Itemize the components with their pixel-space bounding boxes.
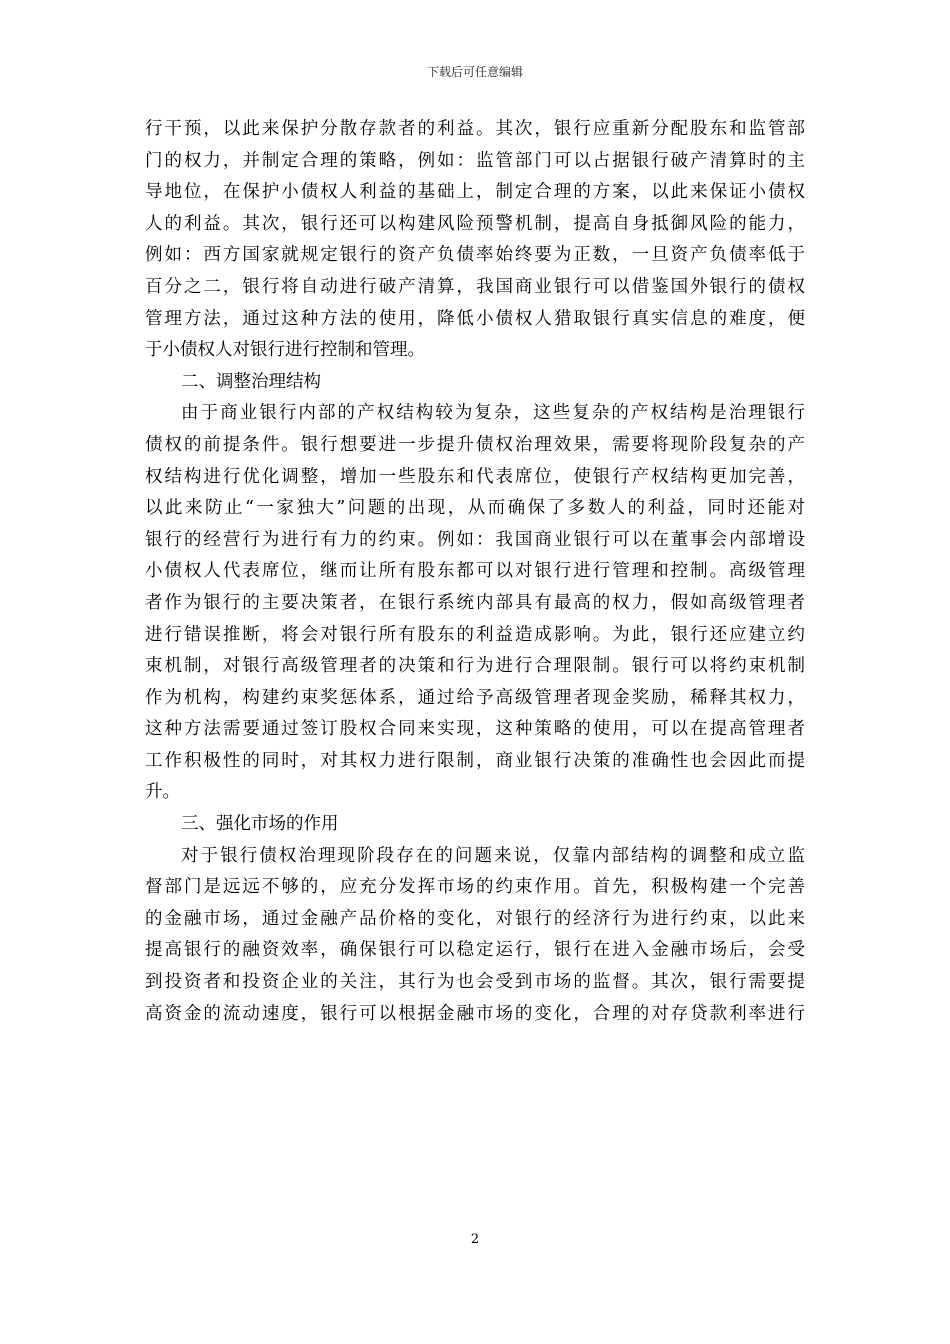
page-header: 下载后可任意编辑 xyxy=(426,65,523,79)
text-line: 例如：西方国家就规定银行的资产负债率始终要为正数，一旦资产负债率低于 xyxy=(145,245,805,266)
text-line: 小债权人代表席位，继而让所有股东都可以对银行进行管理和控制。高级管理 xyxy=(145,561,805,582)
text-line: 百分之二，银行将自动进行破产清算，我国商业银行可以借鉴国外银行的债权 xyxy=(145,276,805,297)
text-line: 由于商业银行内部的产权结构较为复杂，这些复杂的产权结构是治理银行 xyxy=(181,403,805,424)
paragraph xyxy=(145,398,805,809)
text-line: 以此来防止“一家独大”问题的出现，从而确保了多数人的利益，同时还能对 xyxy=(145,498,805,519)
section-heading: 三、强化市场的作用 xyxy=(181,814,339,835)
text-line: 的金融市场，通过金融产品价格的变化，对银行的经济行为进行约束，以此来 xyxy=(145,908,805,929)
paragraph xyxy=(145,841,805,1031)
text-line: 人的利益。其次，银行还可以构建风险预警机制，提高自身抵御风险的能力， xyxy=(145,213,805,234)
text-line: 这种方法需要通过签订股权合同来实现，这种策略的使用，可以在提高管理者 xyxy=(145,719,805,740)
text-line: 于小债权人对银行进行控制和管理。 xyxy=(145,340,425,361)
text-line: 对于银行债权治理现阶段存在的问题来说，仅靠内部结构的调整和成立监 xyxy=(181,845,805,866)
text-line: 银行的经营行为进行有力的约束。例如：我国商业银行可以在董事会内部增设 xyxy=(145,529,805,550)
section-heading: 二、调整治理结构 xyxy=(181,371,321,392)
text-line: 门的权力，并制定合理的策略，例如：监管部门可以占据银行破产清算时的主 xyxy=(145,150,805,171)
text-line: 行干预，以此来保护分散存款者的利益。其次，银行应重新分配股东和监管部 xyxy=(145,119,805,139)
text-line: 到投资者和投资企业的关注，其行为也会受到市场的监督。其次，银行需要提 xyxy=(145,972,805,993)
text-line: 督部门是远远不够的，应充分发挥市场的约束作用。首先，积极构建一个完善 xyxy=(145,877,805,898)
text-line: 作为机构，构建约束奖惩体系，通过给予高级管理者现金奖励，稀释其权力， xyxy=(145,687,805,708)
text-line: 者作为银行的主要决策者，在银行系统内部具有最高的权力，假如高级管理者 xyxy=(145,592,805,613)
text-line: 管理方法，通过这种方法的使用，降低小债权人猎取银行真实信息的难度，便 xyxy=(145,308,805,329)
text-line: 工作积极性的同时，对其权力进行限制，商业银行决策的准确性也会因此而提 xyxy=(145,750,805,771)
text-line: 债权的前提条件。银行想要进一步提升债权治理效果，需要将现阶段复杂的产 xyxy=(145,434,805,455)
text-line: 进行错误推断，将会对银行所有股东的利益造成影响。为此，银行还应建立约 xyxy=(145,624,805,645)
text-line: 束机制，对银行高级管理者的决策和行为进行合理限制。银行可以将约束机制 xyxy=(145,656,805,677)
text-line: 导地位，在保护小债权人利益的基础上，制定合理的方案，以此来保证小债权 xyxy=(145,182,805,203)
paragraph xyxy=(145,114,805,367)
page-number: 2 xyxy=(470,1232,480,1247)
document-body xyxy=(145,114,805,1030)
text-line: 权结构进行优化调整，增加一些股东和代表席位，使银行产权结构更加完善， xyxy=(145,466,805,487)
text-line: 升。 xyxy=(145,782,180,803)
text-line: 提高银行的融资效率，确保银行可以稳定运行，银行在进入金融市场后，会受 xyxy=(145,940,805,961)
text-line: 高资金的流动速度，银行可以根据金融市场的变化，合理的对存贷款利率进行 xyxy=(145,1003,805,1024)
